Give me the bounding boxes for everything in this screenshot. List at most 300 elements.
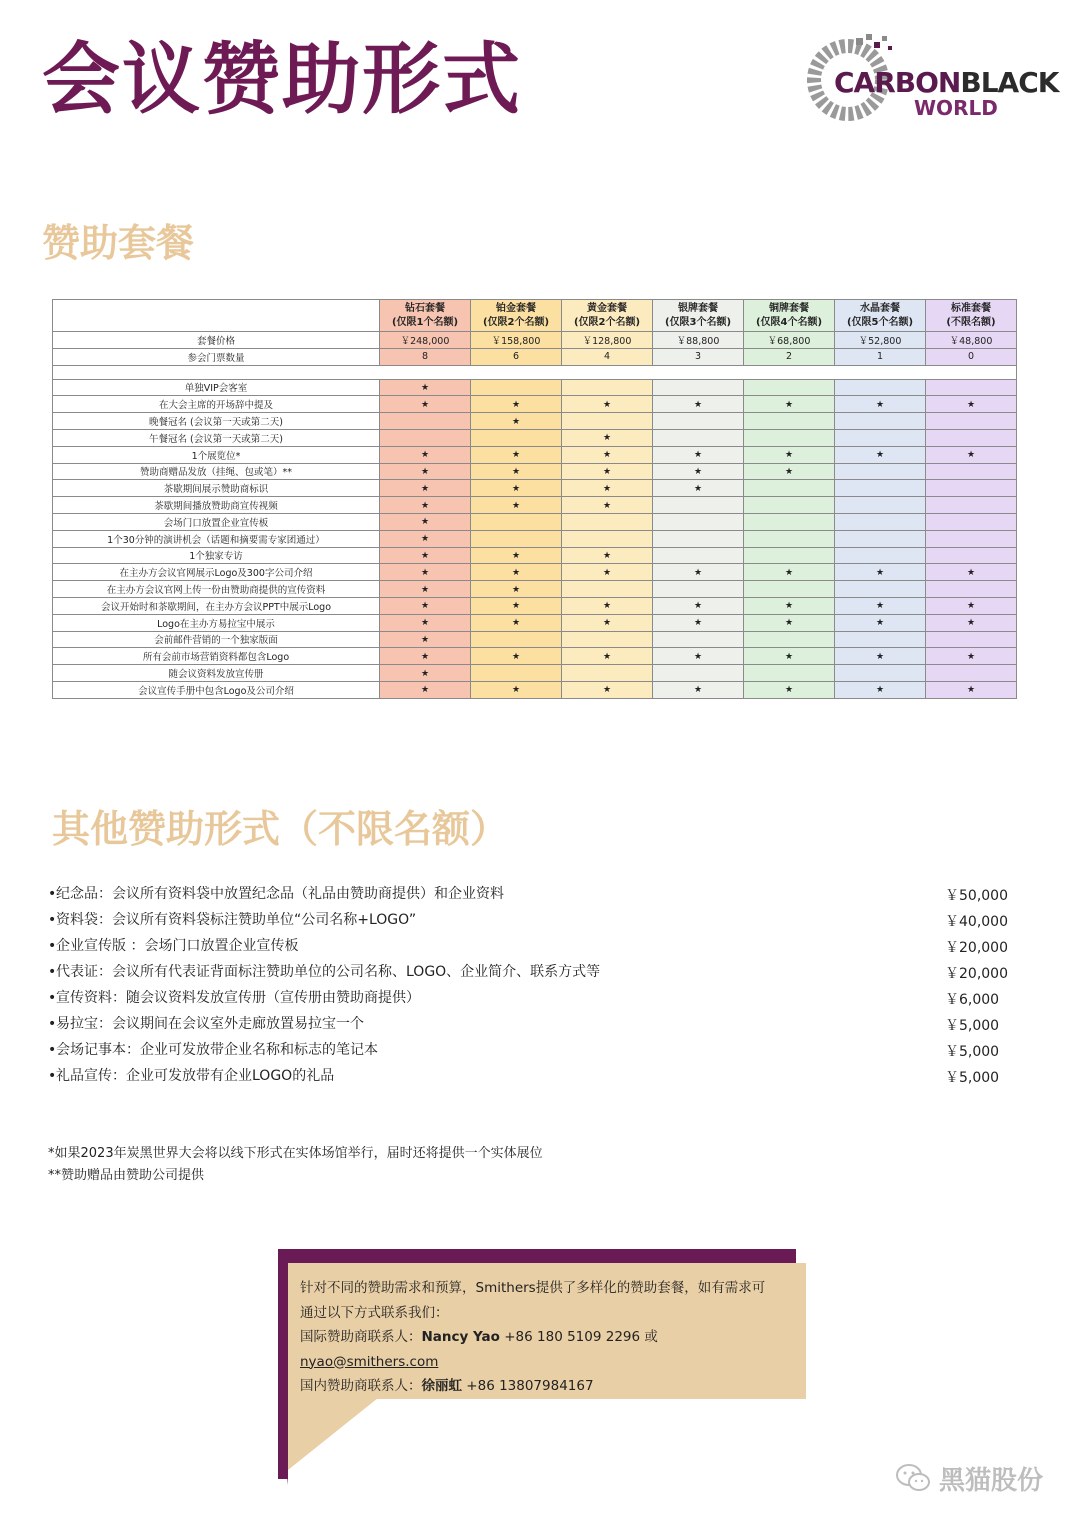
row-label: 所有会前市场营销资料都包含Logo [53, 648, 380, 665]
package-header-5 [835, 300, 926, 332]
feature-cell [653, 648, 744, 665]
star-icon: ★ [420, 550, 430, 561]
star-icon: ★ [693, 651, 703, 662]
tickets-cell: 6 [471, 348, 562, 365]
package-name: 水晶套餐 [860, 302, 900, 314]
feature-cell [835, 513, 926, 530]
price-cell: ￥128,800 [562, 332, 653, 349]
feature-cell [471, 648, 562, 665]
star-icon: ★ [602, 450, 612, 461]
item-description: 资料袋：会议所有资料袋标注赞助单位“公司名称+LOGO” [56, 912, 417, 928]
feature-row [53, 681, 1017, 698]
list-item [48, 884, 1010, 910]
feature-cell [562, 648, 653, 665]
feature-cell [653, 564, 744, 581]
list-item [48, 1014, 1010, 1040]
feature-cell [926, 446, 1017, 463]
star-icon: ★ [511, 550, 521, 561]
feature-cell [835, 547, 926, 564]
star-icon: ★ [420, 483, 430, 494]
feature-row [53, 597, 1017, 614]
feature-cell [380, 547, 471, 564]
row-label: 1个展览位* [53, 446, 380, 463]
star-icon: ★ [693, 466, 703, 477]
feature-row [53, 513, 1017, 530]
feature-cell [926, 631, 1017, 648]
item-description: 代表证：会议所有代表证背面标注赞助单位的公司名称、LOGO、企业简介、联系方式等 [56, 964, 601, 980]
star-icon: ★ [511, 416, 521, 427]
feature-cell [471, 581, 562, 598]
item-description: 企业宣传版 ：会场门口放置企业宣传板 [56, 938, 299, 954]
item-price: ￥5,000 [945, 1044, 1000, 1060]
star-icon: ★ [511, 399, 521, 410]
item-price: ￥20,000 [945, 940, 1008, 956]
feature-cell [744, 429, 835, 446]
star-icon: ★ [511, 567, 521, 578]
feature-row [53, 547, 1017, 564]
feature-cell [835, 480, 926, 497]
list-item [48, 910, 1010, 936]
feature-cell [653, 665, 744, 682]
price-cell: ￥88,800 [653, 332, 744, 349]
bullet-icon: • [48, 964, 57, 980]
package-quota: (仅限2个名额) [482, 316, 550, 328]
feature-cell [380, 480, 471, 497]
star-icon: ★ [602, 567, 612, 578]
feature-cell [926, 530, 1017, 547]
feature-cell [926, 463, 1017, 480]
contact-box-border-top [278, 1249, 796, 1263]
feature-cell [653, 497, 744, 514]
feature-cell [471, 530, 562, 547]
feature-cell [653, 581, 744, 598]
star-icon: ★ [602, 651, 612, 662]
package-quota: (仅限4个名额) [755, 316, 823, 328]
star-icon: ★ [602, 601, 612, 612]
feature-cell [926, 581, 1017, 598]
star-icon: ★ [784, 651, 794, 662]
row-label: 茶歇期间播放赞助商宣传视频 [53, 497, 380, 514]
star-icon: ★ [602, 483, 612, 494]
package-name: 标准套餐 [951, 302, 991, 314]
feature-cell [380, 413, 471, 430]
feature-cell [744, 564, 835, 581]
star-icon: ★ [420, 517, 430, 528]
star-icon: ★ [693, 483, 703, 494]
feature-row [53, 413, 1017, 430]
carbon-black-world-logo [798, 28, 1059, 133]
footnote-1: *如果2023年炭黑世界大会将以线下形式在实体场馆举行，届时还将提供一个实体展位 [48, 1146, 543, 1161]
feature-cell [835, 614, 926, 631]
feature-cell [835, 631, 926, 648]
star-icon: ★ [420, 534, 430, 545]
feature-cell [653, 463, 744, 480]
feature-cell [562, 463, 653, 480]
feature-cell [926, 564, 1017, 581]
feature-cell [380, 463, 471, 480]
feature-cell [562, 581, 653, 598]
package-name: 黄金套餐 [587, 302, 627, 314]
star-icon: ★ [420, 651, 430, 662]
feature-cell [380, 513, 471, 530]
feature-cell [926, 648, 1017, 665]
feature-cell [926, 547, 1017, 564]
feature-cell [653, 547, 744, 564]
feature-cell [471, 480, 562, 497]
package-header-3 [653, 300, 744, 332]
contact-international: 国际赞助商联系人：Nancy Yao +86 180 5109 2296 或 nyao@smithers.com [300, 1329, 658, 1370]
feature-cell [835, 597, 926, 614]
star-icon: ★ [420, 399, 430, 410]
star-icon: ★ [420, 685, 430, 696]
star-icon: ★ [784, 685, 794, 696]
package-quota: (仅限5个名额) [846, 316, 914, 328]
row-label: 随会议资料发放宣传册 [53, 665, 380, 682]
star-icon: ★ [784, 567, 794, 578]
feature-cell [380, 429, 471, 446]
other-sponsorship-list [48, 884, 1010, 1092]
feature-cell [653, 413, 744, 430]
contact-intro-line1: 针对不同的赞助需求和预算，Smithers提供了多样化的赞助套餐，如有需求可 [300, 1280, 766, 1296]
page-title: 会议赞助形式 [42, 35, 523, 125]
star-icon: ★ [511, 651, 521, 662]
feature-cell [926, 597, 1017, 614]
list-item [48, 962, 1010, 988]
speech-bubble-tail [278, 1390, 388, 1485]
feature-cell [562, 429, 653, 446]
star-icon: ★ [420, 601, 430, 612]
star-icon: ★ [875, 601, 885, 612]
star-icon: ★ [966, 618, 976, 629]
row-label: 单独VIP会客室 [53, 379, 380, 396]
star-icon: ★ [511, 685, 521, 696]
item-price: ￥20,000 [945, 966, 1008, 982]
feature-cell [744, 396, 835, 413]
feature-cell [653, 446, 744, 463]
feature-cell [562, 480, 653, 497]
item-price: ￥6,000 [945, 992, 1000, 1008]
feature-cell [744, 463, 835, 480]
row-label: 会前邮件营销的一个独家版面 [53, 631, 380, 648]
feature-cell [380, 614, 471, 631]
sponsorship-package-table [52, 299, 1017, 699]
feature-cell [562, 513, 653, 530]
feature-cell [562, 379, 653, 396]
star-icon: ★ [693, 399, 703, 410]
star-icon: ★ [875, 399, 885, 410]
feature-cell [744, 547, 835, 564]
feature-cell [562, 665, 653, 682]
feature-cell [471, 497, 562, 514]
star-icon: ★ [511, 584, 521, 595]
feature-cell [380, 530, 471, 547]
package-header-2 [562, 300, 653, 332]
package-header-1 [471, 300, 562, 332]
feature-cell [653, 396, 744, 413]
star-icon: ★ [966, 685, 976, 696]
feature-cell [653, 480, 744, 497]
feature-cell [835, 429, 926, 446]
section-title-other: 其他赞助形式（不限名额） [52, 807, 509, 851]
feature-cell [744, 597, 835, 614]
feature-cell [835, 446, 926, 463]
feature-cell [471, 396, 562, 413]
feature-row [53, 581, 1017, 598]
feature-cell [562, 631, 653, 648]
feature-cell [835, 648, 926, 665]
feature-cell [744, 413, 835, 430]
feature-cell [926, 379, 1017, 396]
feature-cell [744, 631, 835, 648]
star-icon: ★ [420, 584, 430, 595]
spacer-cell [53, 365, 1017, 379]
star-icon: ★ [511, 601, 521, 612]
star-icon: ★ [511, 500, 521, 511]
list-item [48, 1040, 1010, 1066]
star-icon: ★ [602, 618, 612, 629]
star-icon: ★ [966, 567, 976, 578]
package-header-0 [380, 300, 471, 332]
feature-cell [562, 564, 653, 581]
feature-cell [471, 631, 562, 648]
star-icon: ★ [602, 550, 612, 561]
item-description: 会场记事本：企业可发放带企业名称和标志的笔记本 [56, 1042, 378, 1058]
feature-cell [471, 413, 562, 430]
package-quota: (仅限2个名额) [573, 316, 641, 328]
feature-cell [471, 379, 562, 396]
package-header-4 [744, 300, 835, 332]
feature-cell [744, 681, 835, 698]
table-spacer-row [53, 365, 1017, 379]
feature-row [53, 497, 1017, 514]
feature-cell [562, 547, 653, 564]
feature-row [53, 631, 1017, 648]
star-icon: ★ [875, 618, 885, 629]
star-icon: ★ [875, 651, 885, 662]
feature-cell [471, 597, 562, 614]
row-label: 赞助商赠品发放（挂绳、包或笔）** [53, 463, 380, 480]
feature-cell [471, 547, 562, 564]
package-quota: (不限名额) [946, 316, 996, 328]
feature-cell [562, 597, 653, 614]
feature-cell [653, 631, 744, 648]
feature-row [53, 396, 1017, 413]
star-icon: ★ [420, 382, 430, 393]
feature-cell [471, 429, 562, 446]
row-label: 参会门票数量 [53, 348, 380, 365]
star-icon: ★ [420, 500, 430, 511]
row-label: 晚餐冠名 (会议第一天或第二天) [53, 413, 380, 430]
item-description: 易拉宝：会议期间在会议室外走廊放置易拉宝一个 [56, 1016, 364, 1032]
feature-row [53, 614, 1017, 631]
feature-cell [380, 497, 471, 514]
row-label: 午餐冠名 (会议第一天或第二天) [53, 429, 380, 446]
star-icon: ★ [966, 399, 976, 410]
feature-cell [926, 513, 1017, 530]
feature-cell [380, 564, 471, 581]
feature-cell [380, 665, 471, 682]
list-item [48, 936, 1010, 962]
row-label: 会议宣传手册中包含Logo及公司介绍 [53, 681, 380, 698]
logo-text-line2: WORLD [914, 96, 998, 120]
feature-cell [744, 497, 835, 514]
package-header-6 [926, 300, 1017, 332]
contact-text [300, 1276, 800, 1399]
item-price: ￥50,000 [945, 888, 1008, 904]
star-icon: ★ [875, 450, 885, 461]
bullet-icon: • [48, 1042, 57, 1058]
feature-cell [562, 530, 653, 547]
price-cell: ￥248,000 [380, 332, 471, 349]
package-name: 铜牌套餐 [769, 302, 809, 314]
wechat-watermark [895, 1458, 1043, 1498]
row-label: 会场门口放置企业宣传板 [53, 513, 380, 530]
star-icon: ★ [784, 601, 794, 612]
bullet-icon: • [48, 990, 57, 1006]
feature-cell [562, 446, 653, 463]
table-header-row [53, 300, 1017, 332]
feature-cell [471, 614, 562, 631]
contact-domestic: 国内赞助商联系人：徐丽虹 +86 13807984167 [300, 1378, 594, 1394]
star-icon: ★ [784, 450, 794, 461]
feature-cell [744, 665, 835, 682]
star-icon: ★ [602, 685, 612, 696]
feature-cell [835, 463, 926, 480]
feature-cell [653, 597, 744, 614]
price-row [53, 332, 1017, 349]
bullet-icon: • [48, 1016, 57, 1032]
row-label: 1个独家专访 [53, 547, 380, 564]
row-label: 在大会主席的开场辞中提及 [53, 396, 380, 413]
bullet-icon: • [48, 912, 57, 928]
star-icon: ★ [420, 668, 430, 679]
list-item [48, 1066, 1010, 1092]
bullet-icon: • [48, 1068, 57, 1084]
star-icon: ★ [602, 433, 612, 444]
feature-cell [744, 581, 835, 598]
star-icon: ★ [420, 567, 430, 578]
row-label: Logo在主办方易拉宝中展示 [53, 614, 380, 631]
feature-cell [835, 497, 926, 514]
star-icon: ★ [602, 466, 612, 477]
star-icon: ★ [420, 618, 430, 629]
feature-cell [653, 614, 744, 631]
star-icon: ★ [511, 483, 521, 494]
feature-row [53, 463, 1017, 480]
row-label: 在主办方会议官网展示Logo及300字公司介绍 [53, 564, 380, 581]
star-icon: ★ [875, 567, 885, 578]
feature-cell [926, 429, 1017, 446]
feature-cell [744, 480, 835, 497]
price-cell: ￥48,800 [926, 332, 1017, 349]
bullet-icon: • [48, 938, 57, 954]
package-quota: (仅限3个名额) [664, 316, 732, 328]
star-icon: ★ [602, 500, 612, 511]
star-icon: ★ [966, 601, 976, 612]
price-cell: ￥68,800 [744, 332, 835, 349]
star-icon: ★ [511, 450, 521, 461]
feature-row [53, 480, 1017, 497]
feature-cell [653, 530, 744, 547]
star-icon: ★ [875, 685, 885, 696]
feature-cell [926, 497, 1017, 514]
feature-cell [471, 665, 562, 682]
star-icon: ★ [693, 685, 703, 696]
watermark-text: 黑猫股份 [939, 1465, 1044, 1496]
feature-cell [744, 614, 835, 631]
package-name: 铂金套餐 [496, 302, 536, 314]
feature-cell [471, 463, 562, 480]
feature-cell [471, 446, 562, 463]
item-price: ￥5,000 [945, 1018, 1000, 1034]
feature-cell [926, 681, 1017, 698]
feature-row [53, 379, 1017, 396]
feature-cell [471, 513, 562, 530]
feature-cell [562, 681, 653, 698]
feature-cell [926, 396, 1017, 413]
star-icon: ★ [693, 618, 703, 629]
tickets-row [53, 348, 1017, 365]
feature-row [53, 446, 1017, 463]
feature-cell [835, 530, 926, 547]
tickets-cell: 4 [562, 348, 653, 365]
star-icon: ★ [784, 399, 794, 410]
feature-cell [562, 396, 653, 413]
header-empty-cell [53, 300, 380, 332]
feature-cell [835, 413, 926, 430]
item-description: 礼品宣传：企业可发放带有企业LOGO的礼品 [56, 1068, 335, 1084]
feature-cell [653, 681, 744, 698]
feature-cell [380, 597, 471, 614]
tickets-cell: 0 [926, 348, 1017, 365]
feature-cell [380, 631, 471, 648]
footnote-2: **赞助赠品由赞助公司提供 [48, 1168, 205, 1183]
feature-cell [653, 379, 744, 396]
package-name: 银牌套餐 [678, 302, 718, 314]
contact-email-link[interactable]: nyao@smithers.com [300, 1353, 439, 1370]
star-icon: ★ [693, 450, 703, 461]
row-label: 1个30分钟的演讲机会（话题和摘要需专家团通过） [53, 530, 380, 547]
logo-text-line1: CARBONBLACK [834, 66, 1059, 99]
star-icon: ★ [693, 601, 703, 612]
item-description: 纪念品：会议所有资料袋中放置纪念品（礼品由赞助商提供）和企业资料 [56, 886, 504, 902]
feature-cell [926, 480, 1017, 497]
tickets-cell: 8 [380, 348, 471, 365]
star-icon: ★ [966, 651, 976, 662]
feature-row [53, 648, 1017, 665]
feature-cell [562, 614, 653, 631]
feature-cell [744, 379, 835, 396]
feature-cell [835, 379, 926, 396]
price-cell: ￥158,800 [471, 332, 562, 349]
row-label: 在主办方会议官网上传一份由赞助商提供的宣传资料 [53, 581, 380, 598]
feature-cell [926, 614, 1017, 631]
feature-cell [562, 413, 653, 430]
feature-row [53, 564, 1017, 581]
tickets-cell: 3 [653, 348, 744, 365]
feature-cell [380, 581, 471, 598]
bullet-icon: • [48, 886, 57, 902]
feature-cell [744, 513, 835, 530]
feature-cell [653, 513, 744, 530]
item-price: ￥40,000 [945, 914, 1008, 930]
wechat-icon [895, 1463, 931, 1493]
feature-cell [744, 530, 835, 547]
star-icon: ★ [511, 618, 521, 629]
package-name: 钻石套餐 [405, 302, 445, 314]
star-icon: ★ [966, 450, 976, 461]
feature-row [53, 429, 1017, 446]
